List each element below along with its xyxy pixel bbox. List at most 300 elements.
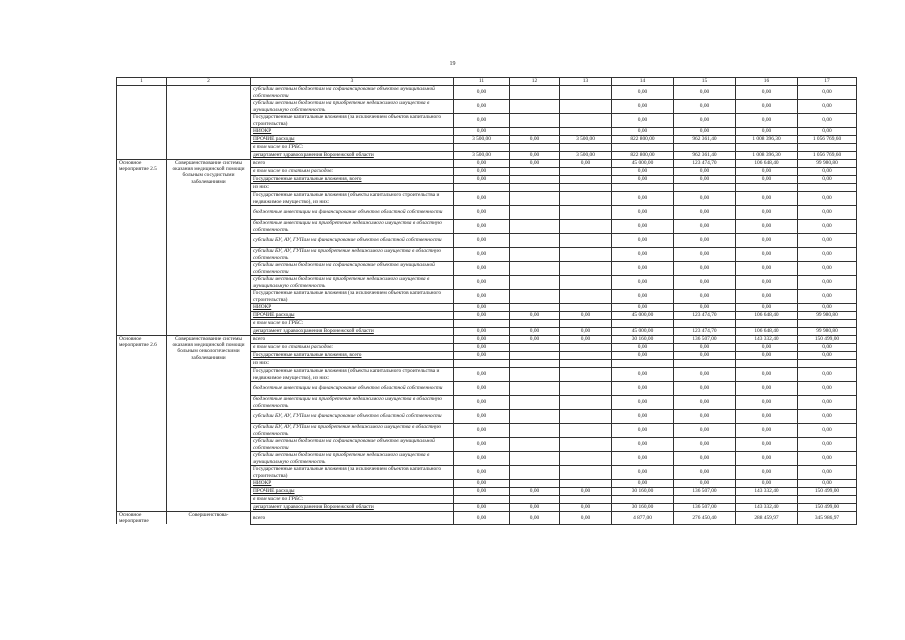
value-cell: 288 459,97 bbox=[736, 512, 798, 525]
row-label: субсидии местным бюджетам на софинансирование объектов муниципальной собственности bbox=[251, 262, 454, 276]
value-cell bbox=[560, 360, 612, 368]
value-cell: 3 500,00 bbox=[454, 136, 510, 144]
row-label: субсидии местным бюджетам на приобретение недвижимого имущества в муниципальную собственность bbox=[251, 276, 454, 290]
value-cell bbox=[560, 396, 612, 410]
value-cell: 1 008 396,30 bbox=[736, 152, 798, 160]
value-cell bbox=[560, 128, 612, 136]
value-cell: 0,00 bbox=[736, 114, 798, 128]
value-cell: 4 877,00 bbox=[612, 512, 674, 525]
value-cell: 0,00 bbox=[736, 248, 798, 262]
value-cell: 0,00 bbox=[736, 86, 798, 100]
value-cell bbox=[454, 144, 510, 152]
value-cell: 0,00 bbox=[454, 290, 510, 304]
value-cell: 0,00 bbox=[560, 160, 612, 168]
measure-description: Совершенствование системы оказания медицинской помощи больным сосудистыми заболеваниями bbox=[167, 160, 251, 336]
value-cell: 0,00 bbox=[454, 488, 510, 496]
row-label: в том числе по статьям расходов: bbox=[251, 344, 454, 352]
col-header: 1 bbox=[117, 78, 167, 86]
value-cell bbox=[510, 184, 560, 192]
value-cell: 0,00 bbox=[454, 86, 510, 100]
table-row bbox=[117, 336, 857, 344]
value-cell bbox=[736, 144, 798, 152]
value-cell bbox=[510, 262, 560, 276]
value-cell: 0,00 bbox=[612, 192, 674, 206]
value-cell: 0,00 bbox=[736, 396, 798, 410]
value-cell: 123 474,70 bbox=[674, 312, 736, 320]
value-cell: 0,00 bbox=[454, 452, 510, 466]
value-cell: 0,00 bbox=[454, 160, 510, 168]
value-cell bbox=[510, 220, 560, 234]
row-label: в том числе по статьям расходов: bbox=[251, 168, 454, 176]
value-cell: 345 986,97 bbox=[798, 512, 857, 525]
row-label: ПРОЧИЕ расходы bbox=[251, 136, 454, 144]
value-cell bbox=[510, 144, 560, 152]
value-cell: 0,00 bbox=[798, 452, 857, 466]
value-cell bbox=[510, 320, 560, 328]
row-label: НИОКР bbox=[251, 304, 454, 312]
value-cell: 0,00 bbox=[454, 336, 510, 344]
row-label: субсидии БУ, АУ, ГУПам на приобретение недвижимого имущества в областную собственность bbox=[251, 424, 454, 438]
value-cell bbox=[510, 100, 560, 114]
value-cell: 0,00 bbox=[798, 168, 857, 176]
value-cell bbox=[560, 248, 612, 262]
value-cell: 0,00 bbox=[510, 136, 560, 144]
measure-name: Основное мероприятие 2.6 bbox=[117, 336, 167, 512]
value-cell: 0,00 bbox=[510, 160, 560, 168]
row-label: в том числе по ГРБС: bbox=[251, 496, 454, 504]
value-cell bbox=[560, 206, 612, 220]
value-cell: 0,00 bbox=[674, 344, 736, 352]
col-header: 2 bbox=[167, 78, 251, 86]
value-cell: 30 160,00 bbox=[612, 504, 674, 512]
value-cell: 0,00 bbox=[612, 396, 674, 410]
value-cell: 0,00 bbox=[612, 466, 674, 480]
value-cell: 150 499,00 bbox=[798, 488, 857, 496]
row-label: в том числе по ГРБС: bbox=[251, 320, 454, 328]
value-cell: 0,00 bbox=[454, 382, 510, 396]
value-cell: 0,00 bbox=[454, 480, 510, 488]
value-cell: 0,00 bbox=[736, 206, 798, 220]
value-cell bbox=[560, 276, 612, 290]
value-cell: 0,00 bbox=[798, 100, 857, 114]
value-cell: 0,00 bbox=[798, 368, 857, 382]
value-cell: 150 499,00 bbox=[798, 504, 857, 512]
value-cell: 0,00 bbox=[454, 424, 510, 438]
row-label: ПРОЧИЕ расходы bbox=[251, 488, 454, 496]
value-cell: 0,00 bbox=[674, 234, 736, 248]
value-cell: 0,00 bbox=[560, 336, 612, 344]
measure-name: Основное мероприятие bbox=[117, 512, 167, 525]
value-cell bbox=[454, 496, 510, 504]
row-label: из них: bbox=[251, 184, 454, 192]
value-cell: 150 499,00 bbox=[798, 336, 857, 344]
value-cell bbox=[510, 344, 560, 352]
value-cell: 962 361,40 bbox=[674, 152, 736, 160]
value-cell: 0,00 bbox=[612, 168, 674, 176]
value-cell bbox=[560, 424, 612, 438]
row-label: Государственные капитальные вложения (за исключением объектов капитального строительства) bbox=[251, 114, 454, 128]
row-label: субсидии БУ, АУ, ГУПам на приобретение недвижимого имущества в областную собственность bbox=[251, 248, 454, 262]
value-cell bbox=[510, 382, 560, 396]
value-cell: 0,00 bbox=[736, 304, 798, 312]
value-cell: 0,00 bbox=[612, 248, 674, 262]
value-cell: 45 000,00 bbox=[612, 312, 674, 320]
row-label: бюджетные инвестиции на приобретение недвижимого имущества в областную собственность bbox=[251, 396, 454, 410]
value-cell: 0,00 bbox=[798, 86, 857, 100]
value-cell: 0,00 bbox=[560, 512, 612, 525]
value-cell: 0,00 bbox=[674, 424, 736, 438]
value-cell: 0,00 bbox=[798, 220, 857, 234]
value-cell bbox=[510, 304, 560, 312]
value-cell bbox=[510, 176, 560, 184]
value-cell bbox=[560, 368, 612, 382]
value-cell: 0,00 bbox=[454, 344, 510, 352]
value-cell: 0,00 bbox=[454, 276, 510, 290]
value-cell: 0,00 bbox=[798, 424, 857, 438]
value-cell: 0,00 bbox=[454, 192, 510, 206]
value-cell: 136 507,00 bbox=[674, 504, 736, 512]
value-cell: 0,00 bbox=[736, 262, 798, 276]
value-cell: 0,00 bbox=[612, 86, 674, 100]
value-cell bbox=[510, 466, 560, 480]
value-cell: 0,00 bbox=[736, 176, 798, 184]
value-cell bbox=[454, 320, 510, 328]
value-cell: 0,00 bbox=[612, 100, 674, 114]
value-cell: 99 980,80 bbox=[798, 312, 857, 320]
value-cell bbox=[560, 184, 612, 192]
table-row bbox=[117, 512, 857, 525]
value-cell: 0,00 bbox=[798, 438, 857, 452]
value-cell: 0,00 bbox=[560, 328, 612, 336]
value-cell: 276 450,40 bbox=[674, 512, 736, 525]
value-cell bbox=[560, 220, 612, 234]
value-cell bbox=[560, 86, 612, 100]
value-cell: 962 361,40 bbox=[674, 136, 736, 144]
value-cell: 0,00 bbox=[454, 220, 510, 234]
value-cell: 0,00 bbox=[798, 262, 857, 276]
value-cell: 0,00 bbox=[454, 328, 510, 336]
value-cell: 0,00 bbox=[454, 304, 510, 312]
value-cell bbox=[510, 368, 560, 382]
value-cell bbox=[612, 144, 674, 152]
value-cell: 0,00 bbox=[510, 504, 560, 512]
value-cell: 0,00 bbox=[674, 304, 736, 312]
row-label: из них: bbox=[251, 360, 454, 368]
value-cell: 0,00 bbox=[612, 206, 674, 220]
value-cell: 0,00 bbox=[674, 368, 736, 382]
value-cell bbox=[560, 352, 612, 360]
value-cell: 0,00 bbox=[674, 248, 736, 262]
value-cell bbox=[798, 320, 857, 328]
value-cell: 0,00 bbox=[674, 128, 736, 136]
row-label: ПРОЧИЕ расходы bbox=[251, 312, 454, 320]
value-cell: 136 507,00 bbox=[674, 336, 736, 344]
value-cell: 0,00 bbox=[736, 438, 798, 452]
value-cell bbox=[510, 410, 560, 424]
value-cell: 0,00 bbox=[736, 344, 798, 352]
value-cell bbox=[560, 452, 612, 466]
col-header: 3 bbox=[251, 78, 454, 86]
value-cell bbox=[674, 184, 736, 192]
col-header: 12 bbox=[510, 78, 560, 86]
value-cell bbox=[510, 424, 560, 438]
value-cell: 0,00 bbox=[454, 466, 510, 480]
value-cell: 0,00 bbox=[612, 382, 674, 396]
value-cell: 0,00 bbox=[674, 438, 736, 452]
value-cell: 0,00 bbox=[736, 382, 798, 396]
value-cell: 0,00 bbox=[454, 100, 510, 114]
value-cell: 0,00 bbox=[612, 128, 674, 136]
value-cell: 99 980,80 bbox=[798, 328, 857, 336]
value-cell: 0,00 bbox=[612, 424, 674, 438]
row-label: НИОКР bbox=[251, 128, 454, 136]
value-cell bbox=[510, 248, 560, 262]
budget-table bbox=[116, 77, 857, 525]
col-header: 13 bbox=[560, 78, 612, 86]
row-label: субсидии местным бюджетам на софинансирование объектов муниципальной собственности bbox=[251, 86, 454, 100]
value-cell bbox=[454, 360, 510, 368]
value-cell: 1 056 769,60 bbox=[798, 152, 857, 160]
value-cell bbox=[560, 438, 612, 452]
value-cell: 0,00 bbox=[612, 276, 674, 290]
value-cell: 3 500,00 bbox=[560, 136, 612, 144]
value-cell bbox=[510, 206, 560, 220]
value-cell bbox=[560, 304, 612, 312]
value-cell bbox=[510, 396, 560, 410]
value-cell: 0,00 bbox=[674, 410, 736, 424]
value-cell: 0,00 bbox=[510, 152, 560, 160]
value-cell: 0,00 bbox=[454, 396, 510, 410]
value-cell bbox=[510, 234, 560, 248]
value-cell bbox=[510, 114, 560, 128]
value-cell bbox=[736, 360, 798, 368]
value-cell: 822 800,00 bbox=[612, 136, 674, 144]
value-cell: 0,00 bbox=[612, 234, 674, 248]
col-header: 16 bbox=[736, 78, 798, 86]
value-cell bbox=[612, 496, 674, 504]
value-cell bbox=[510, 452, 560, 466]
value-cell bbox=[798, 144, 857, 152]
value-cell: 0,00 bbox=[560, 504, 612, 512]
row-label: бюджетные инвестиции на финансирование объектов областной собственности bbox=[251, 382, 454, 396]
value-cell: 45 000,00 bbox=[612, 328, 674, 336]
value-cell: 0,00 bbox=[674, 100, 736, 114]
row-label: департамент здравоохранения Воронежской области bbox=[251, 328, 454, 336]
value-cell bbox=[560, 100, 612, 114]
measure-description: Совершенствование системы оказания медицинской помощи больным онкологическими заболеваниями bbox=[167, 336, 251, 512]
value-cell: 0,00 bbox=[674, 452, 736, 466]
value-cell bbox=[674, 360, 736, 368]
value-cell bbox=[560, 192, 612, 206]
value-cell bbox=[560, 466, 612, 480]
value-cell: 0,00 bbox=[674, 480, 736, 488]
value-cell bbox=[798, 184, 857, 192]
value-cell bbox=[560, 290, 612, 304]
value-cell: 0,00 bbox=[510, 336, 560, 344]
value-cell: 143 332,40 bbox=[736, 336, 798, 344]
value-cell bbox=[560, 382, 612, 396]
value-cell: 106 648,40 bbox=[736, 312, 798, 320]
value-cell: 0,00 bbox=[454, 168, 510, 176]
value-cell: 0,00 bbox=[454, 234, 510, 248]
row-label: субсидии БУ, АУ, ГУПам на финансирование объектов областной собственности bbox=[251, 410, 454, 424]
value-cell bbox=[510, 438, 560, 452]
value-cell: 0,00 bbox=[674, 86, 736, 100]
value-cell: 3 500,00 bbox=[454, 152, 510, 160]
value-cell bbox=[560, 168, 612, 176]
value-cell bbox=[798, 360, 857, 368]
value-cell: 0,00 bbox=[798, 352, 857, 360]
value-cell bbox=[560, 496, 612, 504]
row-label: департамент здравоохранения Воронежской области bbox=[251, 504, 454, 512]
value-cell: 136 507,00 bbox=[674, 488, 736, 496]
value-cell: 0,00 bbox=[736, 466, 798, 480]
row-label: всего bbox=[251, 160, 454, 168]
value-cell: 0,00 bbox=[510, 312, 560, 320]
value-cell: 0,00 bbox=[454, 368, 510, 382]
value-cell: 0,00 bbox=[674, 352, 736, 360]
value-cell bbox=[510, 496, 560, 504]
value-cell: 0,00 bbox=[510, 328, 560, 336]
row-label: НИОКР bbox=[251, 480, 454, 488]
continuation-cell bbox=[167, 86, 251, 160]
value-cell: 0,00 bbox=[674, 396, 736, 410]
value-cell: 0,00 bbox=[674, 192, 736, 206]
value-cell bbox=[454, 184, 510, 192]
row-label: субсидии местным бюджетам на приобретение недвижимого имущества в муниципальную собственность bbox=[251, 452, 454, 466]
value-cell: 0,00 bbox=[736, 234, 798, 248]
value-cell bbox=[736, 320, 798, 328]
value-cell bbox=[510, 192, 560, 206]
value-cell: 0,00 bbox=[510, 512, 560, 525]
value-cell bbox=[510, 480, 560, 488]
value-cell: 0,00 bbox=[612, 480, 674, 488]
value-cell: 0,00 bbox=[736, 192, 798, 206]
value-cell bbox=[560, 234, 612, 248]
value-cell: 0,00 bbox=[736, 352, 798, 360]
value-cell: 0,00 bbox=[454, 312, 510, 320]
value-cell: 0,00 bbox=[454, 206, 510, 220]
value-cell bbox=[510, 352, 560, 360]
value-cell bbox=[674, 320, 736, 328]
value-cell: 0,00 bbox=[798, 248, 857, 262]
measure-name: Основное мероприятие 2.5 bbox=[117, 160, 167, 336]
value-cell: 0,00 bbox=[736, 290, 798, 304]
value-cell bbox=[612, 360, 674, 368]
row-label: субсидии местным бюджетам на софинансирование объектов муниципальной собственности bbox=[251, 438, 454, 452]
value-cell: 0,00 bbox=[454, 410, 510, 424]
value-cell: 0,00 bbox=[798, 192, 857, 206]
value-cell: 0,00 bbox=[736, 128, 798, 136]
row-label: Государственные капитальные вложения (за исключением объектов капитального строительства) bbox=[251, 466, 454, 480]
value-cell: 0,00 bbox=[674, 276, 736, 290]
value-cell: 30 160,00 bbox=[612, 336, 674, 344]
row-label: в том числе по ГРБС: bbox=[251, 144, 454, 152]
value-cell: 0,00 bbox=[736, 168, 798, 176]
value-cell bbox=[510, 276, 560, 290]
value-cell bbox=[674, 496, 736, 504]
value-cell: 0,00 bbox=[736, 452, 798, 466]
value-cell: 0,00 bbox=[454, 262, 510, 276]
value-cell: 0,00 bbox=[736, 410, 798, 424]
value-cell: 822 800,00 bbox=[612, 152, 674, 160]
value-cell bbox=[560, 410, 612, 424]
value-cell bbox=[560, 344, 612, 352]
value-cell: 0,00 bbox=[798, 234, 857, 248]
value-cell bbox=[560, 176, 612, 184]
row-label: субсидии местным бюджетам на приобретение недвижимого имущества в муниципальную собственность bbox=[251, 100, 454, 114]
value-cell bbox=[560, 144, 612, 152]
value-cell: 143 332,40 bbox=[736, 504, 798, 512]
value-cell: 0,00 bbox=[560, 488, 612, 496]
value-cell: 0,00 bbox=[736, 368, 798, 382]
value-cell: 1 008 396,30 bbox=[736, 136, 798, 144]
value-cell bbox=[560, 480, 612, 488]
value-cell: 0,00 bbox=[454, 504, 510, 512]
value-cell: 0,00 bbox=[612, 452, 674, 466]
table-row bbox=[117, 160, 857, 168]
value-cell: 0,00 bbox=[674, 290, 736, 304]
value-cell: 0,00 bbox=[798, 206, 857, 220]
value-cell: 0,00 bbox=[674, 382, 736, 396]
value-cell: 0,00 bbox=[612, 114, 674, 128]
value-cell: 0,00 bbox=[454, 248, 510, 262]
value-cell: 0,00 bbox=[798, 344, 857, 352]
value-cell: 0,00 bbox=[612, 290, 674, 304]
value-cell bbox=[510, 360, 560, 368]
value-cell: 0,00 bbox=[674, 262, 736, 276]
value-cell: 0,00 bbox=[736, 424, 798, 438]
value-cell: 0,00 bbox=[674, 206, 736, 220]
value-cell: 0,00 bbox=[454, 128, 510, 136]
value-cell: 0,00 bbox=[736, 276, 798, 290]
page-number: 19 bbox=[449, 61, 456, 67]
row-label: Государственные капитальные вложения, всего bbox=[251, 176, 454, 184]
value-cell: 0,00 bbox=[454, 352, 510, 360]
value-cell: 0,00 bbox=[798, 276, 857, 290]
value-cell: 0,00 bbox=[736, 220, 798, 234]
value-cell: 0,00 bbox=[798, 480, 857, 488]
value-cell: 45 000,00 bbox=[612, 160, 674, 168]
col-header: 17 bbox=[798, 78, 857, 86]
value-cell: 0,00 bbox=[674, 176, 736, 184]
col-header: 15 bbox=[674, 78, 736, 86]
row-label: всего bbox=[251, 336, 454, 344]
value-cell: 123 474,70 bbox=[674, 328, 736, 336]
value-cell bbox=[510, 290, 560, 304]
value-cell: 0,00 bbox=[798, 466, 857, 480]
value-cell: 106 648,40 bbox=[736, 160, 798, 168]
value-cell: 0,00 bbox=[612, 304, 674, 312]
row-label: всего bbox=[251, 512, 454, 525]
row-label: Государственные капитальные вложения (за исключением объектов капитального строительства) bbox=[251, 290, 454, 304]
value-cell: 0,00 bbox=[454, 512, 510, 525]
value-cell: 0,00 bbox=[674, 220, 736, 234]
value-cell: 0,00 bbox=[736, 100, 798, 114]
value-cell: 0,00 bbox=[612, 220, 674, 234]
value-cell: 0,00 bbox=[798, 396, 857, 410]
value-cell: 30 160,00 bbox=[612, 488, 674, 496]
row-label: бюджетные инвестиции на финансирование объектов областной собственности bbox=[251, 206, 454, 220]
value-cell: 0,00 bbox=[736, 480, 798, 488]
value-cell: 0,00 bbox=[454, 114, 510, 128]
value-cell: 0,00 bbox=[674, 114, 736, 128]
value-cell bbox=[612, 184, 674, 192]
value-cell: 0,00 bbox=[510, 488, 560, 496]
value-cell: 0,00 bbox=[798, 128, 857, 136]
value-cell: 0,00 bbox=[612, 368, 674, 382]
value-cell: 0,00 bbox=[454, 176, 510, 184]
